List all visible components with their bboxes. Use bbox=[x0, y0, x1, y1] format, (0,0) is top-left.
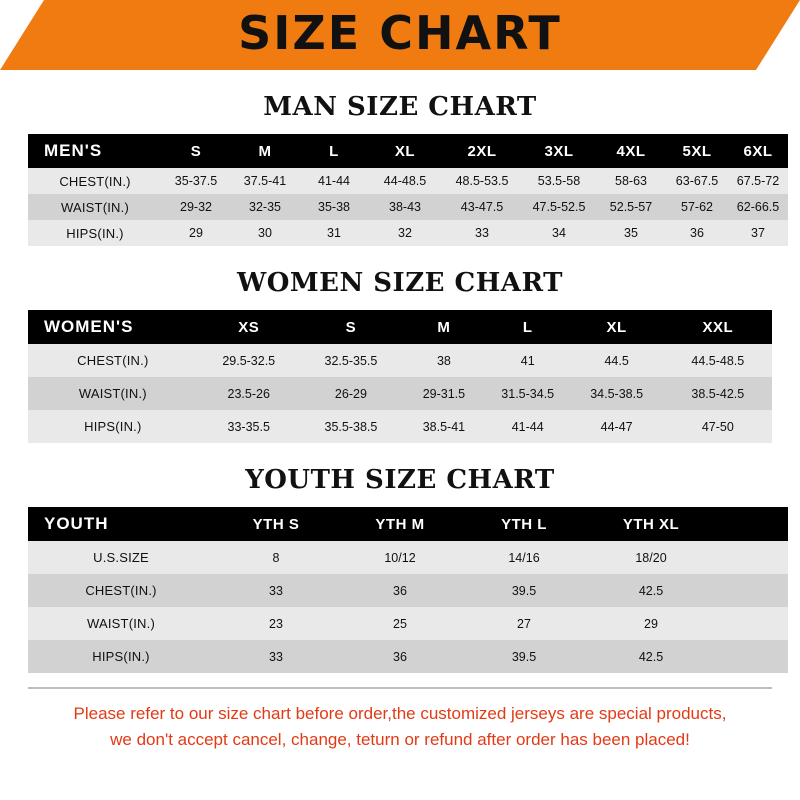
table-cell: 41-44 bbox=[318, 174, 350, 188]
women-section-title: WOMEN SIZE CHART bbox=[237, 268, 563, 298]
table-cell: 36 bbox=[393, 583, 407, 598]
page-title: SIZE CHART bbox=[238, 6, 562, 60]
column-header: 4XL bbox=[616, 142, 646, 160]
table-cell: 44-48.5 bbox=[383, 174, 427, 188]
column-header: XS bbox=[238, 318, 260, 336]
table-cell-empty bbox=[716, 607, 788, 640]
column-header: 5XL bbox=[682, 142, 712, 160]
table-cell: 10/12 bbox=[384, 550, 416, 565]
table-cell: 35-37.5 bbox=[174, 174, 218, 188]
column-header: 6XL bbox=[743, 142, 773, 160]
table-cell: 39.5 bbox=[511, 649, 537, 664]
table-cell: 38 bbox=[436, 353, 451, 368]
column-header: L bbox=[329, 142, 339, 160]
youth-section-title: YOUTH SIZE CHART bbox=[245, 465, 555, 495]
table-cell: 34 bbox=[552, 226, 566, 240]
table-cell: 35 bbox=[624, 226, 638, 240]
table-cell: 67.5-72 bbox=[736, 174, 780, 188]
column-header: MEN'S bbox=[44, 141, 103, 160]
table-cell: 26-29 bbox=[334, 386, 367, 401]
column-header: YTH M bbox=[375, 515, 425, 533]
table-cell: 38.5-41 bbox=[422, 419, 466, 434]
table-cell: 47-50 bbox=[701, 419, 734, 434]
column-header: S bbox=[345, 318, 357, 336]
table-row bbox=[28, 377, 772, 410]
row-label: U.S.SIZE bbox=[93, 550, 149, 565]
table-cell: 62-66.5 bbox=[736, 200, 780, 214]
row-label: WAIST(IN.) bbox=[61, 199, 129, 215]
row-label: WAIST(IN.) bbox=[87, 616, 155, 631]
table-cell: 29 bbox=[644, 616, 658, 631]
table-cell-empty bbox=[716, 640, 788, 673]
table-cell: 44-47 bbox=[600, 419, 633, 434]
men-section-title: MAN SIZE CHART bbox=[263, 92, 537, 122]
column-header: S bbox=[190, 142, 202, 160]
table-cell: 43-47.5 bbox=[460, 200, 504, 214]
table-cell: 37.5-41 bbox=[243, 174, 287, 188]
table-cell: 47.5-52.5 bbox=[532, 200, 586, 214]
women-size-table bbox=[28, 310, 772, 443]
table-cell: 42.5 bbox=[638, 583, 664, 598]
table-row bbox=[28, 344, 772, 377]
table-header-row bbox=[28, 134, 788, 168]
table-cell: 29.5-32.5 bbox=[222, 353, 276, 368]
table-cell: 41-44 bbox=[511, 419, 544, 434]
table-row bbox=[28, 541, 788, 574]
table-cell: 33 bbox=[269, 649, 283, 664]
table-cell: 52.5-57 bbox=[609, 200, 653, 214]
table-cell: 27 bbox=[517, 616, 531, 631]
table-cell: 23 bbox=[269, 616, 283, 631]
row-label: CHEST(IN.) bbox=[85, 583, 157, 598]
table-cell: 23.5-26 bbox=[227, 386, 270, 401]
table-cell: 35.5-38.5 bbox=[324, 419, 378, 434]
header-wedge-left-decoration bbox=[0, 0, 44, 70]
row-label: CHEST(IN.) bbox=[59, 173, 131, 189]
column-header: XL bbox=[606, 318, 627, 336]
table-cell: 44.5 bbox=[604, 353, 629, 368]
content-area bbox=[0, 92, 800, 752]
table-row bbox=[28, 194, 788, 220]
column-header: M bbox=[437, 318, 451, 336]
table-cell: 32 bbox=[398, 226, 412, 240]
column-header: YTH XL bbox=[622, 515, 680, 533]
table-row bbox=[28, 607, 788, 640]
table-cell: 31.5-34.5 bbox=[501, 386, 555, 401]
table-header-row bbox=[28, 507, 788, 541]
header-wedge-right-decoration bbox=[756, 0, 800, 70]
row-label: HIPS(IN.) bbox=[84, 419, 142, 434]
table-cell: 31 bbox=[327, 226, 341, 240]
column-header: WOMEN'S bbox=[44, 317, 134, 336]
table-cell: 42.5 bbox=[638, 649, 664, 664]
table-cell: 14/16 bbox=[508, 550, 540, 565]
table-cell: 44.5-48.5 bbox=[691, 353, 745, 368]
column-header: L bbox=[522, 318, 533, 336]
table-cell: 33-35.5 bbox=[227, 419, 270, 434]
column-header: YTH L bbox=[501, 515, 547, 533]
table-cell: 34.5-38.5 bbox=[590, 386, 644, 401]
table-cell: 41 bbox=[520, 353, 535, 368]
table-cell: 18/20 bbox=[635, 550, 667, 565]
column-header: 3XL bbox=[544, 142, 574, 160]
table-cell: 33 bbox=[475, 226, 489, 240]
column-header: XL bbox=[394, 142, 416, 160]
table-cell: 35-38 bbox=[318, 200, 350, 214]
table-cell-empty bbox=[716, 574, 788, 607]
table-row bbox=[28, 220, 788, 246]
footer-note-line-2: we don't accept cancel, change, teturn or refund after order has been placed! bbox=[110, 729, 690, 749]
table-cell: 32-35 bbox=[249, 200, 281, 214]
header-band bbox=[0, 0, 800, 70]
table-cell: 29-32 bbox=[180, 200, 212, 214]
table-cell-empty bbox=[716, 541, 788, 574]
youth-size-table bbox=[28, 507, 788, 673]
table-row bbox=[28, 168, 788, 194]
table-cell: 48.5-53.5 bbox=[455, 174, 509, 188]
table-cell: 30 bbox=[258, 226, 272, 240]
footer-note-line-1: Please refer to our size chart before order,the customized jerseys are special products, bbox=[73, 704, 727, 723]
table-cell: 33 bbox=[269, 583, 283, 598]
table-row bbox=[28, 410, 772, 443]
column-header: M bbox=[258, 142, 272, 160]
table-cell: 38.5-42.5 bbox=[691, 386, 745, 401]
table-cell: 38-43 bbox=[389, 200, 421, 214]
table-header-row bbox=[28, 310, 772, 344]
row-label: HIPS(IN.) bbox=[92, 649, 150, 664]
table-cell: 57-62 bbox=[681, 200, 713, 214]
table-cell: 36 bbox=[690, 226, 704, 240]
column-header: XXL bbox=[702, 318, 734, 336]
row-label: WAIST(IN.) bbox=[78, 386, 147, 401]
table-row bbox=[28, 640, 788, 673]
men-size-table bbox=[28, 134, 788, 246]
column-header: 2XL bbox=[467, 142, 497, 160]
table-cell: 63-67.5 bbox=[675, 174, 719, 188]
table-row bbox=[28, 574, 788, 607]
column-header: YTH S bbox=[252, 515, 300, 533]
column-header-spacer bbox=[716, 507, 788, 541]
column-header: YOUTH bbox=[44, 514, 109, 533]
table-cell: 25 bbox=[393, 616, 407, 631]
table-cell: 29-31.5 bbox=[422, 386, 466, 401]
table-cell: 36 bbox=[393, 649, 407, 664]
table-cell: 8 bbox=[272, 550, 280, 565]
table-cell: 58-63 bbox=[615, 174, 647, 188]
table-cell: 29 bbox=[189, 226, 203, 240]
row-label: CHEST(IN.) bbox=[77, 353, 149, 368]
row-label: HIPS(IN.) bbox=[66, 225, 124, 241]
footer-divider bbox=[28, 687, 772, 752]
table-cell: 39.5 bbox=[511, 583, 537, 598]
table-cell: 53.5-58 bbox=[537, 174, 581, 188]
table-cell: 32.5-35.5 bbox=[324, 353, 378, 368]
table-cell: 37 bbox=[751, 226, 765, 240]
